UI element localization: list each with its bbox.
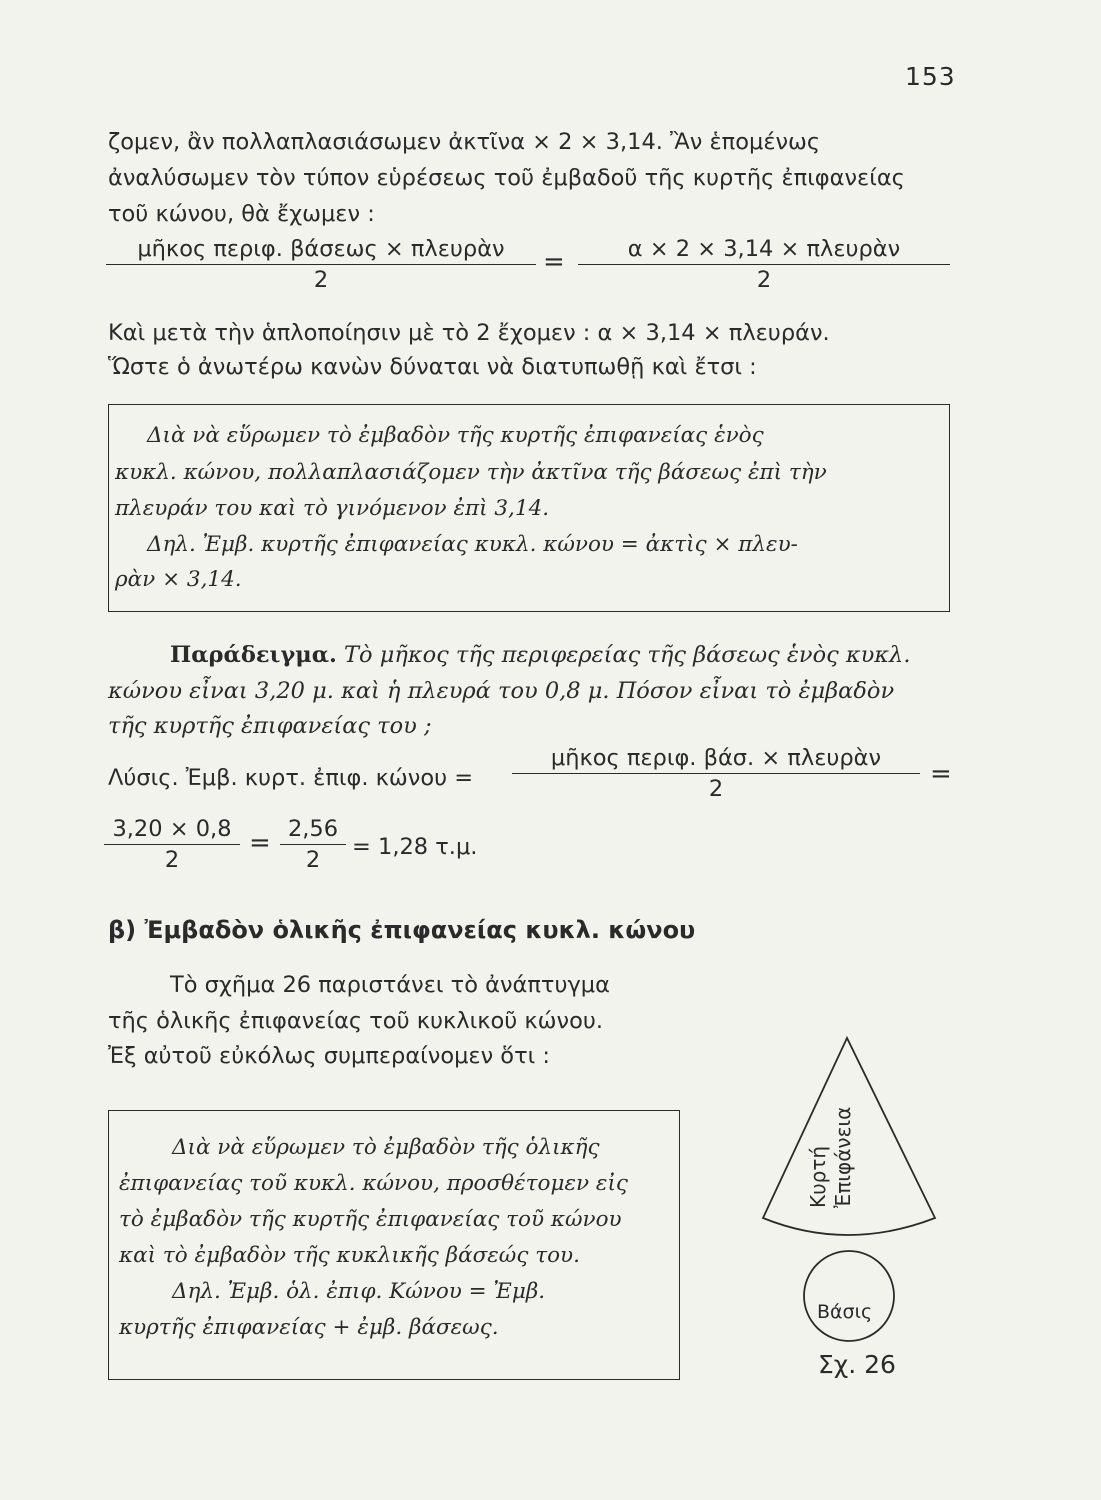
para2-line-1: Καὶ μετὰ τὴν ἁπλοποίησιν μὲ τὸ 2 ἔχομεν : α × 3,14 × πλευράν.	[108, 320, 830, 346]
solution-equals-2: =	[249, 828, 271, 858]
base-label: Βάσις	[817, 1301, 873, 1323]
rule-box-2	[108, 1110, 680, 1380]
sector-label-2: Ἐπιφάνεια	[831, 1106, 855, 1208]
rule-box-1-line: ρὰν × 3,14.	[115, 567, 242, 592]
rule-box-2-line: καὶ τὸ ἐμβαδὸν τῆς κυκλικῆς βάσεώς του.	[119, 1243, 580, 1268]
page-number: 153	[905, 62, 956, 91]
formula1-rhs-denominator: 2	[756, 267, 772, 293]
sector-label-1: Κυρτή	[806, 1145, 830, 1208]
formula1-rhs	[578, 235, 950, 294]
solution-fraction-3	[280, 815, 346, 874]
solution-fraction-3-denominator: 2	[305, 847, 321, 873]
figure-caption: Σχ. 26	[818, 1350, 896, 1379]
solution-label: Λύσις. Ἐμβ. κυρτ. ἐπιφ. κώνου =	[108, 765, 474, 791]
rule-box-1	[108, 404, 950, 612]
solution-fraction-2	[104, 815, 240, 874]
solution-equals: =	[930, 759, 952, 789]
formula1-lhs-numerator: μῆκος περιφ. βάσεως × πλευρὰν	[106, 235, 536, 265]
rule-box-1-line: Δηλ. Ἐμβ. κυρτῆς ἐπιφανείας κυκλ. κώνου = ἀκτὶς × πλευ-	[147, 532, 798, 557]
solution-fraction-1-numerator: μῆκος περιφ. βάσ. × πλευρὰν	[512, 744, 920, 774]
example-label: Παράδειγμα.	[170, 642, 337, 668]
solution-fraction-3-numerator: 2,56	[280, 815, 346, 845]
solution-fraction-2-denominator: 2	[164, 847, 180, 873]
para1-line-3: τοῦ κώνου, θὰ ἔχωμεν :	[108, 201, 375, 227]
para1-line-1: ζομεν, ἂν πολλαπλασιάσωμεν ἀκτῖνα × 2 × 3,14. Ἂν ἑπομένως	[108, 129, 821, 155]
para1-line-2: ἀναλύσωμεν τὸν τύπον εὑρέσεως τοῦ ἐμβαδοῦ τῆς κυρτῆς ἐπιφανείας	[108, 165, 905, 191]
solution-result: = 1,28 τ.μ.	[352, 834, 478, 860]
solution-fraction-1	[512, 744, 920, 803]
section-heading: β) Ἐμβαδὸν ὁλικῆς ἐπιφανείας κυκλ. κώνου	[108, 916, 696, 944]
rule-box-2-line: Διὰ νὰ εὕρωμεν τὸ ἐμβαδὸν τῆς ὁλικῆς	[172, 1135, 600, 1160]
rule-box-2-line: τὸ ἐμβαδὸν τῆς κυρτῆς ἐπιφανείας τοῦ κώνου	[119, 1207, 622, 1232]
example-line-2: κώνου εἶναι 3,20 μ. καὶ ἡ πλευρά του 0,8 μ. Πόσον εἶναι τὸ ἐμβαδὸν	[108, 678, 895, 704]
formula1-equals: =	[543, 247, 565, 277]
para3-line-1: Τὸ σχῆμα 26 παριστάνει τὸ ἀνάπτυγμα	[170, 972, 610, 998]
rule-box-2-line: κυρτῆς ἐπιφανείας + ἐμβ. βάσεως.	[119, 1315, 499, 1340]
solution-fraction-1-denominator: 2	[708, 776, 724, 802]
formula1-lhs-denominator: 2	[313, 267, 329, 293]
para2-line-2: Ὥστε ὁ ἀνωτέρω κανὼν δύναται νὰ διατυπωθῇ καὶ ἔτσι :	[108, 354, 757, 380]
rule-box-1-line: κυκλ. κώνου, πολλαπλασιάζομεν τὴν ἀκτῖνα τῆς βάσεως ἐπὶ τὴν	[115, 460, 827, 485]
para3-line-3: Ἐξ αὐτοῦ εὐκόλως συμπεραίνομεν ὅτι :	[108, 1043, 550, 1069]
solution-fraction-2-numerator: 3,20 × 0,8	[104, 815, 240, 845]
rule-box-1-line: Διὰ νὰ εὕρωμεν τὸ ἐμβαδὸν τῆς κυρτῆς ἐπιφανείας ἑνὸς	[147, 423, 764, 448]
example-line-3: τῆς κυρτῆς ἐπιφανείας του ;	[108, 713, 432, 739]
formula1-rhs-numerator: α × 2 × 3,14 × πλευρὰν	[578, 235, 950, 265]
rule-box-2-line: ἐπιφανείας τοῦ κυκλ. κώνου, προσθέτομεν εἰς	[119, 1171, 628, 1196]
rule-box-1-line: πλευράν του καὶ τὸ γινόμενον ἐπὶ 3,14.	[115, 496, 550, 521]
example-line-1	[170, 640, 910, 670]
example-text: Τὸ μῆκος τῆς περιφερείας τῆς βάσεως ἑνὸς κυκλ.	[344, 642, 911, 668]
base-circle	[804, 1251, 894, 1341]
rule-box-2-line: Δηλ. Ἐμβ. ὁλ. ἐπιφ. Κώνου = Ἐμβ.	[172, 1279, 546, 1304]
formula1-lhs	[106, 235, 536, 294]
para3-line-2: τῆς ὁλικῆς ἐπιφανείας τοῦ κυκλικοῦ κώνου.	[108, 1008, 604, 1034]
